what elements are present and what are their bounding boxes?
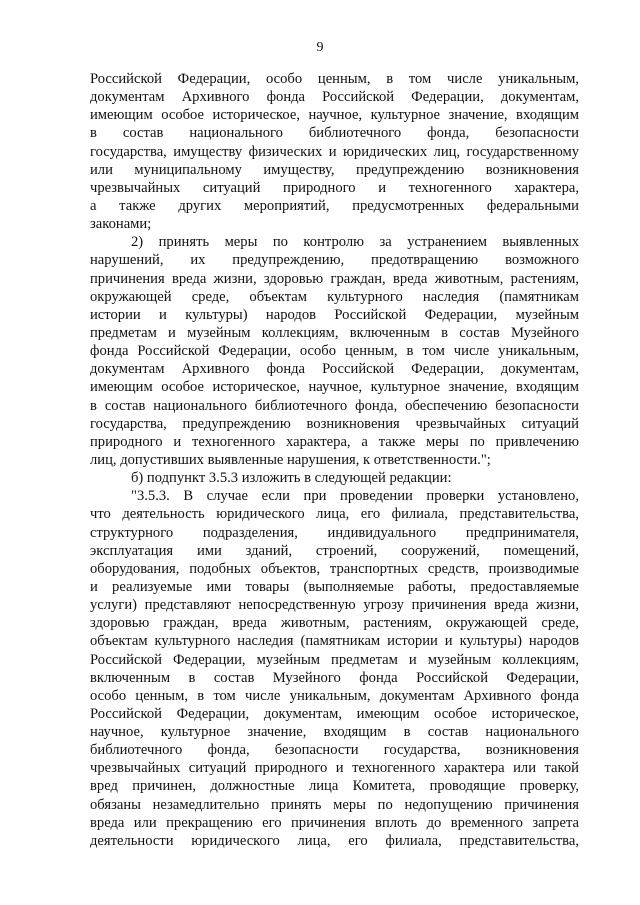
text-line: деятельности юридического лица, его филиала, представительства, bbox=[90, 832, 579, 849]
text-line: нарушений, их предупреждению, предотвращению возможного bbox=[90, 252, 579, 269]
text-line: чрезвычайных ситуаций природного и техногенного характера, bbox=[90, 179, 579, 196]
text-line: вреда или прекращению его причинения вплоть до временного запрета bbox=[90, 814, 579, 831]
text-line: истории и культуры) народов Российской Федерации, музейным bbox=[90, 306, 579, 323]
text-line: законами; bbox=[90, 216, 152, 233]
text-line: имеющим особое историческое, научное, культурное значение, входящим bbox=[90, 379, 579, 396]
text-line: лиц, допустивших выявленные нарушения, к ответственности."; bbox=[90, 451, 491, 468]
text-line: причинения вреда жизни, здоровью граждан, вреда животным, растениям, bbox=[90, 270, 579, 287]
text-line: б) подпункт 3.5.3 изложить в следующей редакции: bbox=[131, 470, 452, 487]
body-text bbox=[90, 70, 579, 850]
text-line: здоровью граждан, вреда животным, растениям, окружающей среде, bbox=[90, 615, 579, 632]
text-line: имеющим особое историческое, научное, культурное значение, входящим bbox=[90, 107, 579, 124]
text-line: объектам культурного наследия (памятникам истории и культуры) народов bbox=[90, 633, 579, 650]
text-line: включенным в состав Музейного фонда Российской Федерации, bbox=[90, 669, 579, 686]
text-line: что деятельность юридического лица, его филиала, представительства, bbox=[90, 506, 579, 523]
text-line: документам Архивного фонда Российской Федерации, документам, bbox=[90, 89, 579, 106]
page-number: 9 bbox=[316, 40, 324, 55]
text-line: структурного подразделения, индивидуального предпринимателя, bbox=[90, 524, 579, 541]
text-line: Российской Федерации, особо ценным, в том числе уникальным, bbox=[90, 71, 579, 87]
text-line: чрезвычайных ситуаций природного и техногенного характера или такой bbox=[90, 760, 579, 777]
text-line: предметам и музейным коллекциям, включенным в состав Музейного bbox=[90, 324, 579, 341]
text-line: или муниципальному имуществу, предупреждению возникновения bbox=[90, 161, 579, 178]
text-line: эксплуатация ими зданий, строений, сооружений, помещений, bbox=[90, 542, 579, 559]
text-line: фонда Российской Федерации, особо ценным, в том числе уникальным, bbox=[90, 343, 579, 360]
text-line: Российской Федерации, документам, имеющим особое историческое, bbox=[90, 705, 579, 722]
text-line: в состав национального библиотечного фонда, безопасности bbox=[90, 125, 579, 142]
text-line: библиотечного фонда, безопасности государства, возникновения bbox=[90, 742, 579, 759]
text-line: окружающей среде, объектам культурного наследия (памятникам bbox=[90, 288, 579, 305]
text-line: научное, культурное значение, входящим в состав национального bbox=[90, 724, 579, 741]
text-line: обязаны незамедлительно принять меры по недопущению причинения bbox=[90, 796, 579, 813]
text-line: государства, предупреждению возникновения чрезвычайных ситуаций bbox=[90, 415, 579, 432]
text-line: вред причинен, должностные лица Комитета, проводящие проверку, bbox=[90, 778, 579, 795]
text-line: в состав национального библиотечного фонда, обеспечению безопасности bbox=[90, 397, 579, 414]
text-line: особо ценным, в том числе уникальным, документам Архивного фонда bbox=[90, 687, 579, 704]
text-line: и реализуемые ими товары (выполняемые работы, предоставляемые bbox=[90, 578, 579, 595]
text-line: 2) принять меры по контролю за устранением выявленных bbox=[131, 234, 579, 251]
text-line: "3.5.3. В случае если при проведении проверки установлено, bbox=[131, 488, 579, 505]
text-line: природного и техногенного характера, а также меры по привлечению bbox=[90, 433, 579, 450]
text-line: услуги) представляют непосредственную угрозу причинения вреда жизни, bbox=[90, 597, 579, 614]
text-line: оборудования, подобных объектов, транспортных средств, производимые bbox=[90, 560, 579, 577]
text-line: документам Архивного фонда Российской Федерации, документам, bbox=[90, 361, 579, 378]
text-line: государства, имуществу физических и юридических лиц, государственному bbox=[90, 143, 579, 160]
text-line: а также других мероприятий, предусмотренных федеральными bbox=[90, 197, 579, 214]
text-line: Российской Федерации, музейным предметам и музейным коллекциям, bbox=[90, 651, 579, 668]
